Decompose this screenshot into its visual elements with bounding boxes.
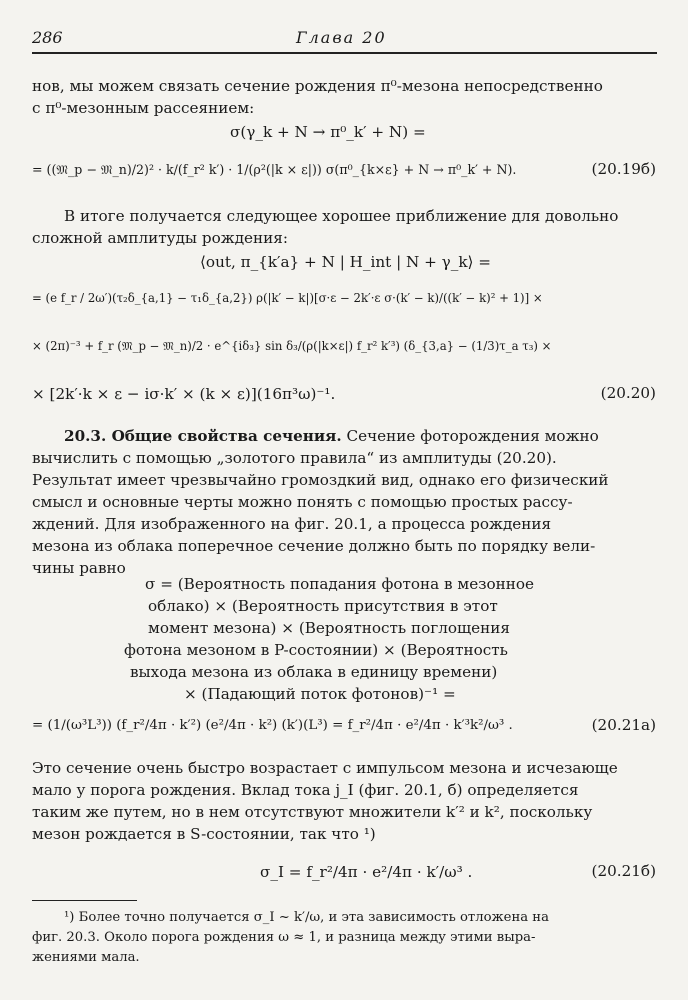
section-intro-text: Сечение фоторождения можно [341,427,599,445]
footnote-line: жениями мала. [32,950,140,965]
paragraph-line: ждений. Для изображенного на фиг. 20.1, а процесса рождения [32,515,552,533]
paragraph-line: мезон рождается в S-состоянии, так что ¹) [32,825,376,843]
equation-number: (20.19б) [591,160,656,178]
equation-line: выхода мезона из облака в единицу времени) [130,663,498,681]
chapter-title: Глава 20 [296,28,387,47]
paragraph-line: нов, мы можем связать сечение рождения π⁰-мезона непосредственно [32,77,603,95]
equation-line: σ_I = f_r²/4π · e²/4π · k′/ω³ . [260,863,473,881]
equation-line: = (e f_r / 2ω′)(τ₂δ_{a,1} − τ₁δ_{a,2}) ρ(|k′ − k|)[σ·ε − 2k′·ε σ·(k′ − k)/((k′ − k)² + 1)] × [32,291,543,305]
equation-line: облако) × (Вероятность присутствия в этот [148,597,498,615]
paragraph-line: Это сечение очень быстро возрастает с импульсом мезона и исчезающе [32,759,618,777]
running-header [32,26,657,52]
paragraph-line: вычислить с помощью „золотого правила“ из амплитуды (20.20). [32,449,557,467]
equation-line: × (2π)⁻³ + f_r (𝔐_p − 𝔐_n)/2 · e^{iδ₃} sin δ₃/(ρ(|k×ε|) f_r² k′³) (δ_{3,a} − (1/3)τ_a τ₃) × [32,339,552,353]
paragraph-line: чины равно [32,559,126,577]
footnote-line: фиг. 20.3. Около порога рождения ω ≈ 1, и разница между этими выра- [32,930,536,945]
header-rule [32,52,657,54]
section-title: 20.3. Общие свойства сечения. [64,427,342,445]
page-number: 286 [32,28,63,47]
paragraph-line: Результат имеет чрезвычайно громоздкий вид, однако его физический [32,471,609,489]
equation-line: ⟨out, π_{k′a} + N | H_int | N + γ_k⟩ = [200,253,492,271]
equation-line: = (1/(ω³L³)) (f_r²/4π · k′²) (e²/4π · k²) (k′)(L³) = f_r²/4π · e²/4π · k′³k²/ω³ . [32,718,513,733]
paragraph-line: таким же путем, но в нем отсутствуют множители k′² и k², поскольку [32,803,593,821]
equation-line: = ((𝔐_p − 𝔐_n)/2)² · k/(f_r² k′) · 1/(ρ²(|k × ε|)) σ(π⁰_{k×ε} + N → π⁰_k′ + N). [32,162,517,177]
equation-number: (20.21а) [591,716,656,734]
footnote-line: ¹) Более точно получается σ_I ~ k′/ω, и эта зависимость отложена на [64,910,549,925]
paragraph-line [64,426,599,446]
equation-line: × (Падающий поток фотонов)⁻¹ = [184,685,456,703]
equation-line: × [2k′·k × ε − iσ·k′ × (k × ε)](16π³ω)⁻¹. [32,385,336,403]
footnote-rule [32,900,137,901]
paragraph-line: В итоге получается следующее хорошее приближение для довольно [64,207,619,225]
equation-number: (20.20) [600,384,656,402]
equation-line: σ = (Вероятность попадания фотона в мезонное [145,575,535,593]
equation-number: (20.21б) [591,862,656,880]
paragraph-line: мезона из облака поперечное сечение должно быть по порядку вели- [32,537,596,555]
paragraph-line: сложной амплитуды рождения: [32,229,288,247]
paragraph-line: смысл и основные черты можно понять с помощью простых рассу- [32,493,573,511]
paragraph-line: с π⁰-мезонным рассеянием: [32,99,255,117]
equation-line: σ(γ_k + N → π⁰_k′ + N) = [230,123,426,141]
equation-line: фотона мезоном в P-состоянии) × (Вероятность [124,641,508,659]
equation-line: момент мезона) × (Вероятность поглощения [148,619,510,637]
paragraph-line: мало у порога рождения. Вклад тока j_I (фиг. 20.1, б) определяется [32,781,579,799]
